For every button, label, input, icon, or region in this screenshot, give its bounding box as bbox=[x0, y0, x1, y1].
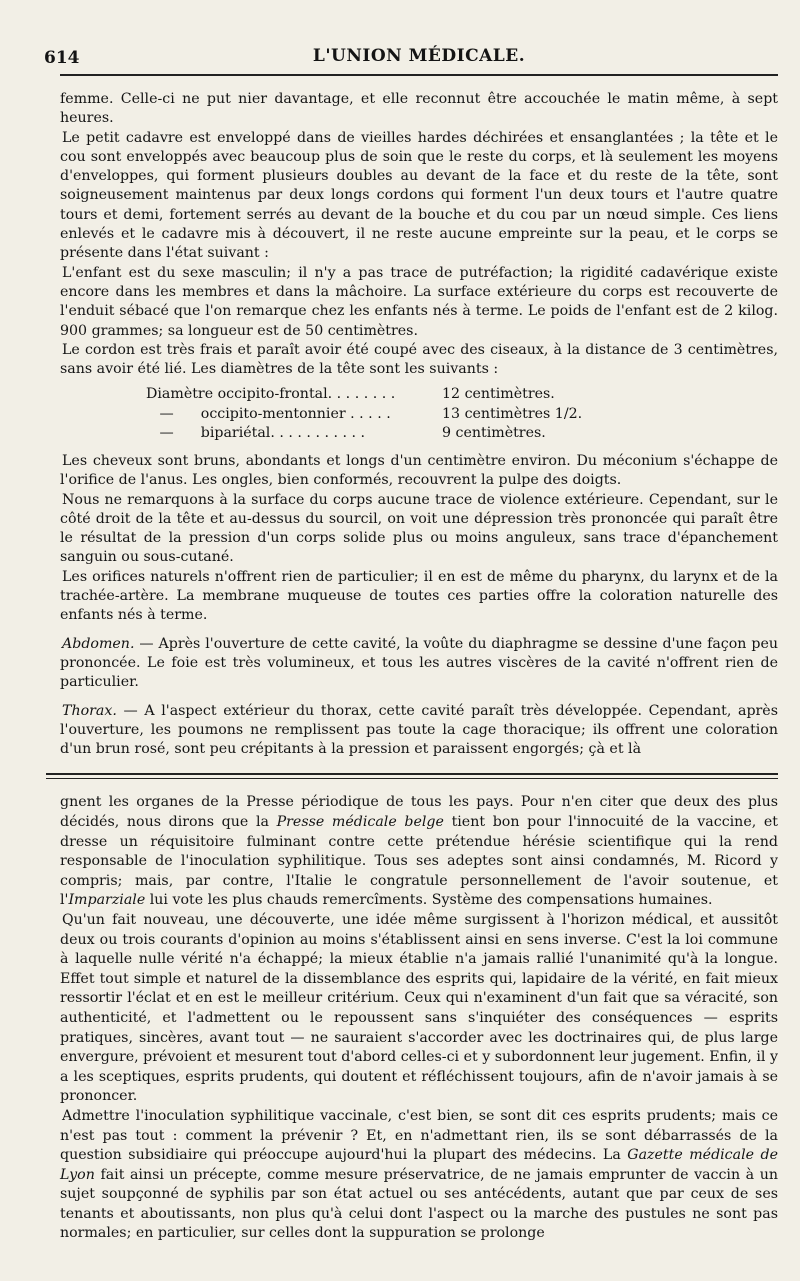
page-header bbox=[44, 44, 778, 76]
paragraph: femme. Celle-ci ne put nier davantage, et elle reconnut être accouchée le matin même, à sept heures. bbox=[60, 91, 778, 127]
paragraph bbox=[60, 1107, 778, 1244]
paragraph-text: — Après l'ouverture de cette cavité, la voûte du diaphragme se dessine d'une façon peu prononcée. Le foie est très volumineux, et tous les autres viscères de la cavité n'offrent rien de particulier. bbox=[60, 635, 778, 691]
paragraph: Les orifices naturels n'offrent rien de particulier; il en est de même du pharynx, du larynx et de la trachée-artère. La membrane muqueuse de toutes ces parties offre la coloration naturelle des enfants nés à terme. bbox=[60, 568, 778, 624]
paragraph: L'enfant est du sexe masculin; il n'y a pas trace de putréfaction; la rigidité cadavérique existe encore dans les membres et dans la mâchoire. La surface extérieure du corps est recouverte de l'enduit sébacé que l'on remarque chez les enfants nés à terme. Le poids de l'enfant est de 2 kilog. 900 grammes; sa longueur est de 50 centimètres. bbox=[60, 264, 778, 339]
measure-label: Diamètre occipito-frontal. . . . . . . . bbox=[146, 386, 396, 403]
publication-title: Presse médicale belge bbox=[276, 814, 444, 830]
spacer bbox=[60, 626, 778, 635]
feuilleton-section bbox=[60, 793, 778, 1244]
measure-label: — occipito-mentonnier . . . . . bbox=[146, 405, 391, 422]
paragraph: Nous ne remarquons à la surface du corps aucune trace de violence extérieure. Cependant, sur le côté droit de la tête et au-dessus du sourcil, on voit une dépression très prononcée qui paraît être le résultat de la pression d'un corps solide plus ou moins anguleux, sans trace d'épanchement sanguin ou sous-cutané. bbox=[60, 491, 778, 566]
paragraph-text: tient bon pour l'innocuité de la vaccine, et dresse un réquisitoire fulminant contre cette prétendue hérésie scientifique qui la rend responsable de l'inoculation syphilitique. Tous ses adeptes sont ainsi condamnés, M. Ricord y compris; mais, par contre, l'Italie le congratule personnellement de l'avoir soutenue, et l' bbox=[60, 814, 778, 909]
paragraph: Le petit cadavre est enveloppé dans de vieilles hardes déchirées et ensanglantées ; la tête et le cou sont enveloppés avec beaucoup plus de soin que le reste du corps, et là seulement les moyens d'enveloppes, qui forment plusieurs doubles au devant de la face et du reste de la tête, sont soigneusement maintenus par deux longs cordons qui forment l'un deux tours et l'autre quatre tours et demi, fortement serrés au devant de la bouche et du cou par un nœud simple. Ces liens enlevés et le cadavre mis à découvert, il ne reste aucune empreinte sur la peau, et le corps se présente dans l'état suivant : bbox=[60, 129, 778, 262]
measure-label: — bipariétal. . . . . . . . . . . bbox=[146, 425, 366, 442]
paragraph: Qu'un fait nouveau, une découverte, une idée même surgissent à l'horizon médical, et aussitôt deux ou trois courants d'opinion au moins s'établissent ainsi en sens inverse. C'est la loi commune à laquelle nulle vérité n'a échappé; la mieux établie n'a jamais rallié l'unanimité qu'à la longue. Effet tout simple et naturel de la dissemblance des esprits qui, lapidaire de la vérité, en fait mieux ressortir l'éclat et en est le meilleur critérium. Ceux qui n'examinent d'un fait que sa véracité, son authenticité, et l'admettent ou le repoussent sans s'inquiéter des conséquences — esprits pratiques, sincères, avant tout — ne sauraient s'accorder avec les doctrinaires qui, de plus large envergure, prévoient et mesurent tout d'abord celles-ci et y subordonnent leur jugement. Enfin, il y a les sceptiques, esprits prudents, qui doutent et réfléchissent toujours, afin de n'avoir jamais à se prononcer. bbox=[60, 911, 778, 1105]
measure-value: 12 centimètres. bbox=[442, 386, 555, 403]
paragraph-text: lui vote les plus chauds remercîments. Système des compensations humaines. bbox=[145, 892, 713, 909]
publication-title: Imparziale bbox=[68, 892, 146, 909]
section-heading-abdomen: Abdomen. bbox=[62, 635, 135, 652]
paragraph-abdomen bbox=[60, 635, 778, 693]
section-heading-thorax: Thorax. bbox=[62, 702, 117, 719]
article-body bbox=[60, 90, 778, 759]
paragraph-text: — A l'aspect extérieur du thorax, cette cavité paraît très développée. Cependant, après l'ouverture, les poumons ne remplissent pas toute la cage thoracique; ils offrent une coloration d'un brun rosé, sont peu crépitants à la pression et paraissent engorgés; çà et là bbox=[60, 702, 778, 758]
paragraph: Les cheveux sont bruns, abondants et longs d'un centimètre environ. Du méconium s'échappe de l'orifice de l'anus. Les ongles, bien conformés, recouvrent la pulpe des doigts. bbox=[60, 452, 778, 489]
head-diameters-list bbox=[146, 385, 778, 444]
measure-row bbox=[146, 424, 778, 444]
paragraph bbox=[60, 793, 778, 911]
publication-title: Gazette médicale de Lyon bbox=[60, 1147, 778, 1183]
measure-row bbox=[146, 405, 778, 425]
running-title: L'UNION MÉDICALE. bbox=[312, 46, 526, 66]
paragraph-text: Admettre l'inoculation syphilitique vaccinale, c'est bien, se sont dit ces esprits prudents; mais ce n'est pas tout : comment la prévenir ? Et, en n'admettant rien, ils se sont débarrassés de la question subsidiaire qui préoccupe aujourd'hui la plupart des médecins. La bbox=[60, 1107, 778, 1164]
paragraph-text: gnent les organes de la Presse périodique de tous les pays. Pour n'en citer que deux des plus décidés, nous dirons que la bbox=[60, 794, 778, 830]
paragraph-thorax bbox=[60, 702, 778, 760]
spacer bbox=[60, 693, 778, 702]
paragraph: Le cordon est très frais et paraît avoir été coupé avec des ciseaux, à la distance de 3 centimètres, sans avoir été lié. Les diamètres de la tête sont les suivants : bbox=[60, 341, 778, 378]
measure-row bbox=[146, 385, 778, 405]
measure-value: 13 centimètres 1/2. bbox=[442, 405, 583, 422]
measure-value: 9 centimètres. bbox=[442, 425, 546, 442]
page-number: 614 bbox=[44, 48, 80, 68]
feuilleton-divider bbox=[46, 773, 778, 779]
paragraph-text: fait ainsi un précepte, comme mesure préservatrice, de ne jamais emprunter de vaccin à un sujet soupçonné de syphilis par son état actuel ou ses antécédents, autant que par ceux de ses tenants et aboutissants, non plus qu'à celui dont l'aspect ou la marche des pustules ne sont pas normales; en particulier, sur celles dont la suppuration se prolonge bbox=[60, 1166, 778, 1242]
